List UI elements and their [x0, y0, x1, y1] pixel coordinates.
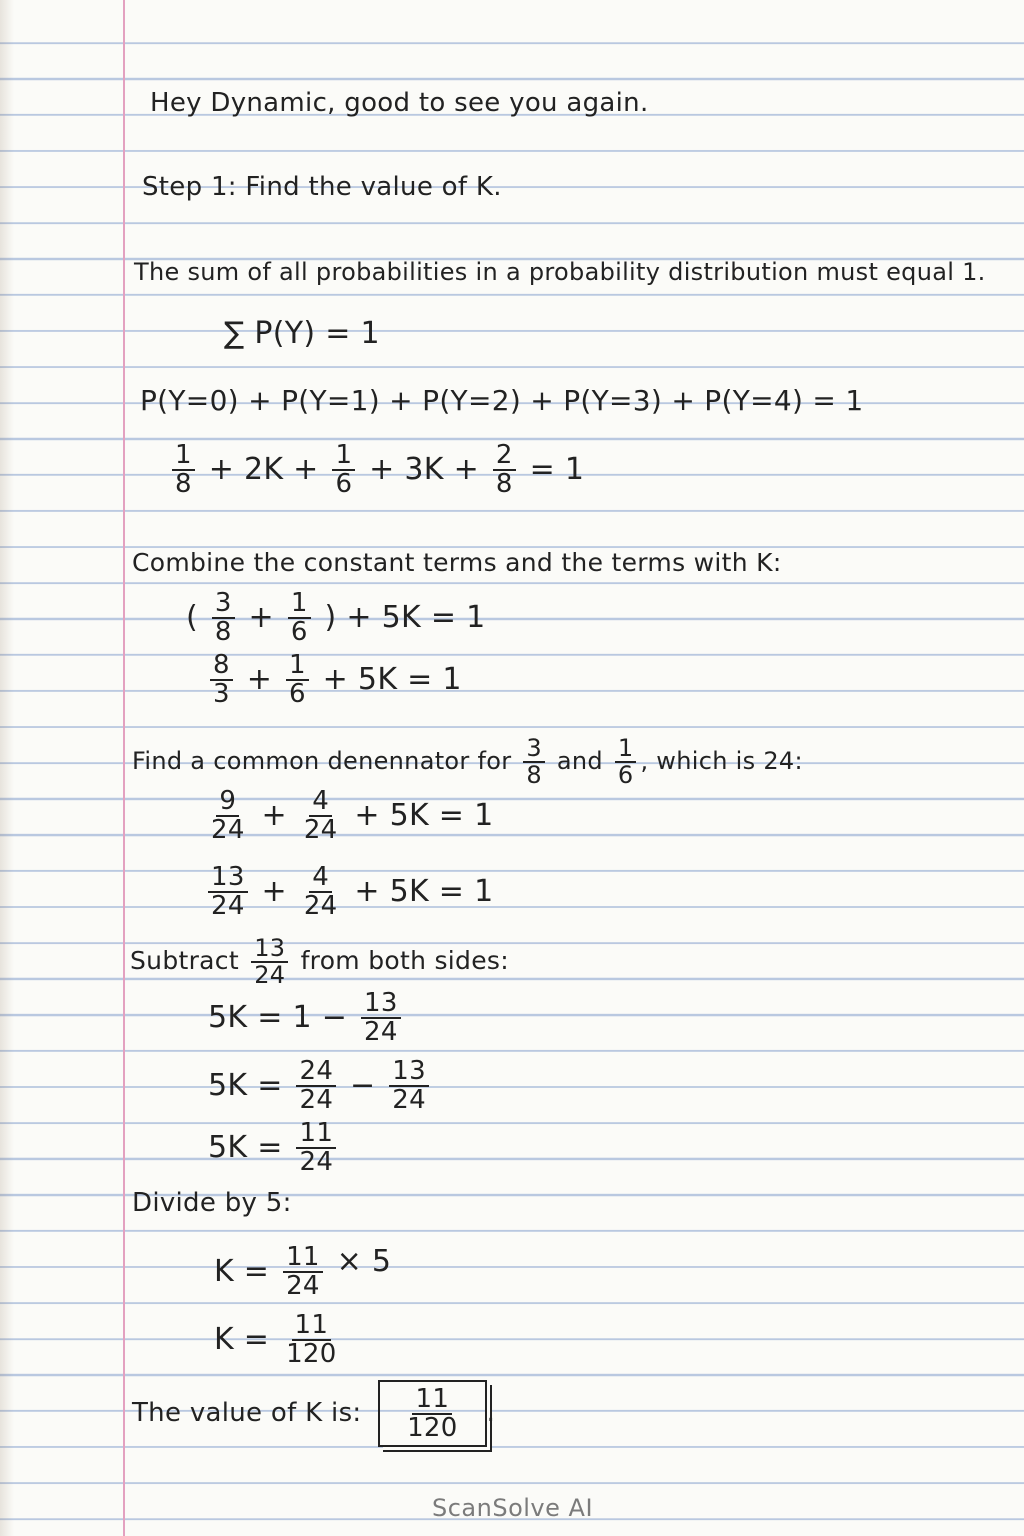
- sum-equation: ∑ P(Y) = 1: [224, 316, 380, 351]
- equation-6: [208, 990, 405, 1047]
- equation-1: [168, 442, 584, 499]
- fraction: [389, 1058, 429, 1115]
- equation-4: [204, 788, 493, 845]
- fraction: [288, 590, 311, 647]
- numerator: 1: [615, 736, 637, 763]
- term: K =: [214, 1321, 270, 1357]
- fraction: [251, 936, 288, 988]
- denominator: 24: [392, 1085, 426, 1116]
- subtract-text: [130, 936, 509, 988]
- denominator: 24: [363, 1017, 398, 1048]
- fraction: [283, 1244, 323, 1301]
- term: + 5K = 1: [322, 661, 462, 697]
- numerator: 3: [523, 736, 545, 763]
- paren-open: (: [186, 599, 199, 635]
- numerator: 4: [309, 864, 332, 893]
- term: K =: [214, 1253, 270, 1289]
- numerator: 11: [296, 1120, 336, 1149]
- term: + 3K +: [369, 451, 480, 487]
- numerator: 8: [210, 652, 233, 681]
- numerator: 13: [208, 864, 248, 893]
- margin-line: [123, 0, 125, 1536]
- denominator: 24: [211, 891, 245, 922]
- equation-2: [186, 590, 485, 647]
- fraction: [361, 990, 401, 1047]
- fraction: [210, 652, 233, 709]
- text: Subtract: [130, 946, 239, 976]
- numerator: 11: [292, 1312, 332, 1341]
- denominator: 6: [617, 761, 634, 790]
- denominator: 24: [286, 1271, 320, 1302]
- denominator: 120: [286, 1339, 337, 1370]
- text: The value of K is:: [132, 1397, 362, 1428]
- term: = 1: [529, 451, 585, 487]
- denominator: 8: [214, 617, 232, 648]
- term: 5K =: [208, 1067, 283, 1103]
- answer-box: [378, 1380, 487, 1447]
- numerator: 3: [212, 590, 235, 619]
- numerator: 1: [288, 590, 311, 619]
- denominator: 24: [303, 815, 338, 846]
- denominator: 3: [213, 679, 230, 710]
- equation-5: [204, 864, 493, 921]
- combine-text: Combine the constant terms and the terms with K:: [132, 548, 782, 577]
- fraction: [296, 1058, 336, 1115]
- numerator: 4: [309, 788, 332, 817]
- expanded-equation: P(Y=0) + P(Y=1) + P(Y=2) + P(Y=3) + P(Y=4) = 1: [140, 384, 864, 417]
- fraction: [523, 736, 545, 788]
- denominator: 24: [299, 1147, 334, 1178]
- term: ) + 5K = 1: [324, 599, 486, 635]
- numerator: 1: [286, 652, 309, 681]
- text: Find a common denennator for: [132, 747, 512, 776]
- fraction: [208, 788, 248, 845]
- common-denominator-text: [132, 736, 803, 788]
- fraction: [286, 652, 309, 709]
- equation-3: [206, 652, 462, 709]
- watermark: ScanSolve AI: [432, 1494, 594, 1522]
- operator: −: [350, 1067, 376, 1103]
- fraction: [301, 788, 341, 845]
- numerator: 13: [389, 1058, 429, 1087]
- denominator: 8: [495, 469, 513, 500]
- fraction: [493, 442, 516, 499]
- denominator: 8: [175, 469, 192, 500]
- fraction: [296, 1120, 336, 1177]
- term: × 5: [336, 1243, 392, 1279]
- equation-7: [208, 1058, 433, 1115]
- denominator: 6: [288, 679, 306, 710]
- operator: +: [261, 797, 287, 833]
- denominator: 24: [303, 891, 338, 922]
- term: 5K =: [208, 1129, 283, 1165]
- operator: +: [248, 599, 274, 635]
- denominator: 24: [254, 961, 286, 990]
- text: , which is 24:: [640, 747, 803, 776]
- term: + 2K +: [208, 451, 319, 487]
- numerator: 2: [493, 442, 516, 471]
- equation-10: [214, 1312, 344, 1369]
- denominator: 6: [290, 617, 308, 648]
- numerator: 24: [296, 1058, 336, 1087]
- final-answer-line: [132, 1380, 495, 1447]
- step-heading: Step 1: Find the value of K.: [142, 172, 502, 202]
- divide-text: Divide by 5:: [132, 1188, 292, 1218]
- fraction: [615, 736, 637, 788]
- term: + 5K = 1: [354, 797, 494, 833]
- fraction: [208, 864, 248, 921]
- text: and: [556, 747, 603, 776]
- operator: +: [261, 873, 287, 909]
- fraction: [283, 1312, 340, 1369]
- numerator: 11: [412, 1386, 452, 1415]
- numerator: 11: [283, 1244, 323, 1273]
- text: from both sides:: [300, 946, 509, 976]
- numerator: 1: [172, 442, 195, 471]
- denominator: 6: [335, 469, 353, 500]
- fraction: [301, 864, 341, 921]
- term: + 5K = 1: [354, 873, 494, 909]
- denominator: 24: [299, 1085, 334, 1116]
- text: .: [486, 1397, 496, 1428]
- fraction: [404, 1386, 461, 1443]
- fraction: [332, 442, 355, 499]
- denominator: 24: [211, 815, 245, 846]
- operator: +: [246, 661, 273, 697]
- equation-9: [214, 1244, 391, 1301]
- numerator: 9: [216, 788, 239, 817]
- numerator: 13: [251, 936, 288, 963]
- term: 5K = 1 −: [208, 999, 348, 1035]
- fraction: [212, 590, 235, 647]
- equation-8: [208, 1120, 340, 1177]
- intro-line: The sum of all probabilities in a probability distribution must equal 1.: [134, 258, 986, 286]
- fraction: [172, 442, 195, 499]
- numerator: 13: [361, 990, 401, 1019]
- numerator: 1: [332, 442, 355, 471]
- denominator: 8: [526, 761, 542, 790]
- greeting-line: Hey Dynamic, good to see you again.: [150, 88, 649, 118]
- denominator: 120: [407, 1413, 458, 1444]
